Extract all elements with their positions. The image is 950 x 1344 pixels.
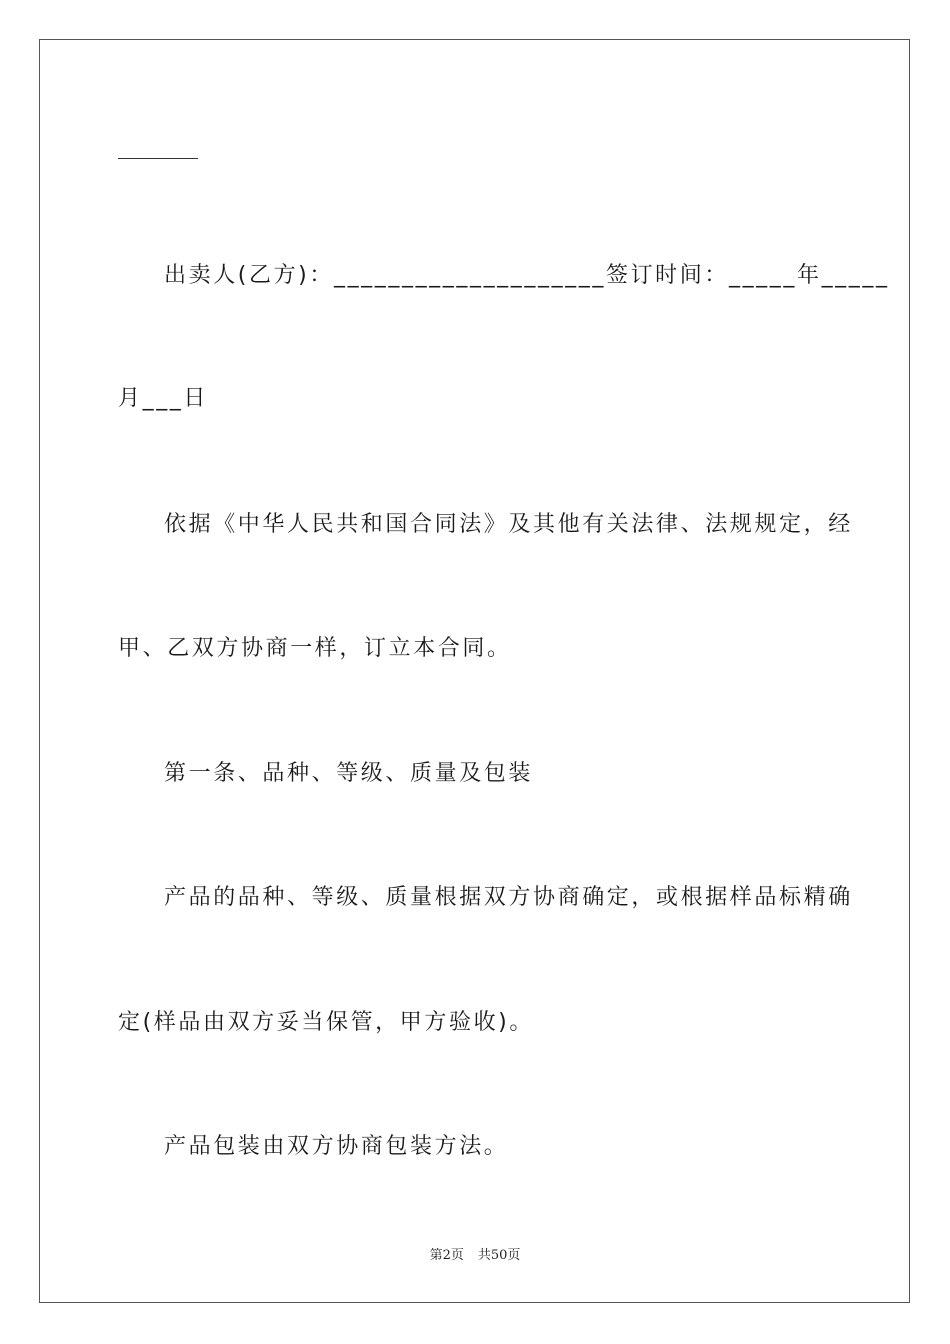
page-number: 第2页 bbox=[429, 1248, 464, 1263]
paragraph-2-line-1: 产品的品种、等级、质量根据双方协商确定，或根据样品标精确 bbox=[164, 885, 853, 910]
article-1-title: 第一条、品种、等级、质量及包装 bbox=[164, 761, 534, 786]
paragraph-1-line-1: 依据《中华人民共和国合同法》及其他有关法律、法规规定，经 bbox=[164, 512, 853, 537]
paragraph-3: 产品包装由双方协商包装方法。 bbox=[164, 1134, 509, 1159]
total-pages: 共50页 bbox=[477, 1248, 521, 1263]
paragraph-1-line-2: 甲、乙双方协商一样，订立本合同。 bbox=[118, 636, 512, 661]
page-border bbox=[39, 39, 910, 1303]
date-line: 月___日 bbox=[118, 386, 209, 411]
page-footer bbox=[0, 1247, 950, 1265]
seller-line: 出卖人(乙方)：____________________签订时间：_____年_____ bbox=[164, 263, 890, 288]
paragraph-2-line-2: 定(样品由双方妥当保管，甲方验收)。 bbox=[118, 1010, 534, 1035]
signature-blank-line bbox=[118, 158, 198, 159]
